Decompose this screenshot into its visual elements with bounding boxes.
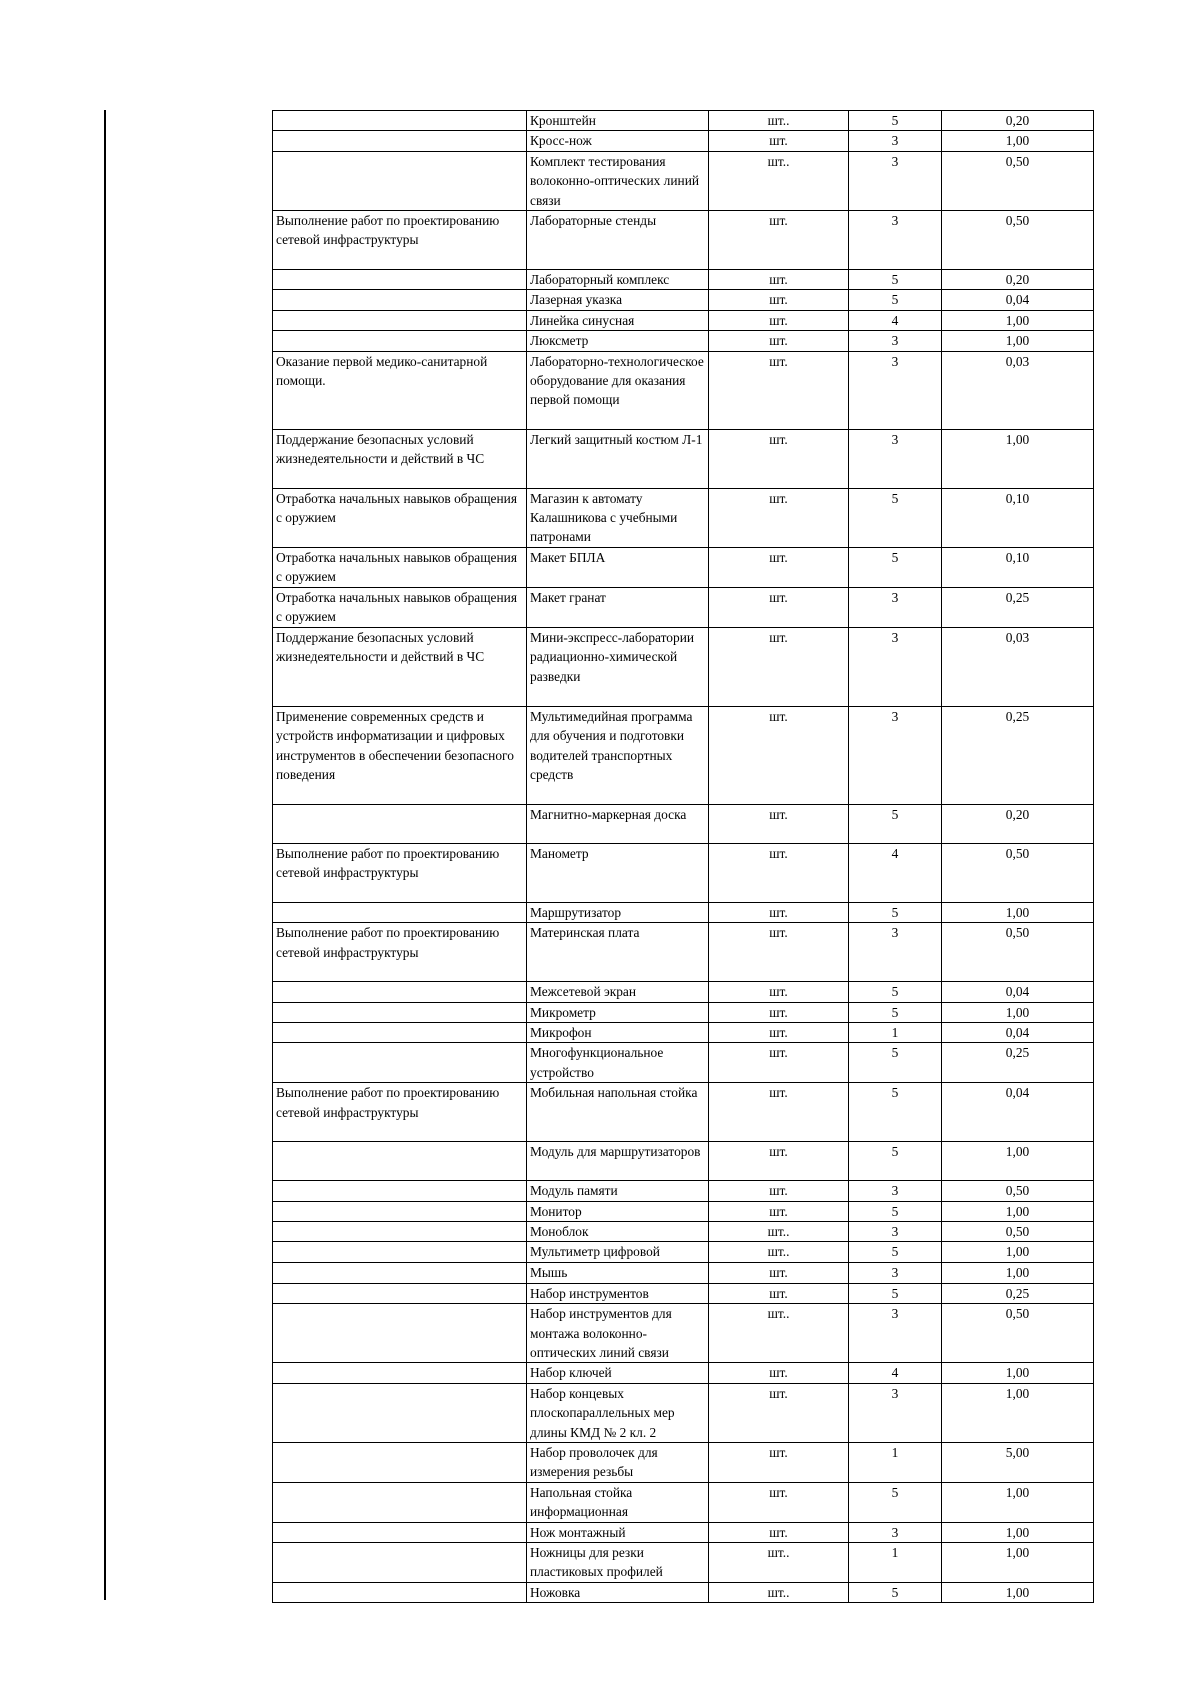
table-row	[273, 706, 1094, 804]
norm-cell: 1,00	[942, 1262, 1094, 1283]
activity-cell	[273, 982, 527, 1002]
unit-cell: шт.	[709, 804, 849, 843]
quantity-cell: 1	[849, 1022, 942, 1042]
table-row	[273, 587, 1094, 627]
quantity-cell: 5	[849, 902, 942, 922]
table-row	[273, 1083, 1094, 1142]
table-row	[273, 547, 1094, 587]
item-cell: Монитор	[527, 1201, 709, 1221]
item-cell: Макет БПЛА	[527, 547, 709, 587]
item-cell: Мини-экспресс-лаборатории радиационно-химической разведки	[527, 627, 709, 706]
activity-cell	[273, 1262, 527, 1283]
activity-cell	[273, 1242, 527, 1262]
quantity-cell: 5	[849, 1142, 942, 1181]
quantity-cell: 3	[849, 1522, 942, 1542]
equipment-table	[272, 110, 1094, 1603]
activity-cell: Отработка начальных навыков обращения с оружием	[273, 488, 527, 547]
unit-cell: шт..	[709, 111, 849, 131]
table-row	[273, 331, 1094, 351]
item-cell: Макет гранат	[527, 587, 709, 627]
activity-cell: Выполнение работ по проектированию сетевой инфраструктуры	[273, 843, 527, 902]
quantity-cell: 5	[849, 1283, 942, 1303]
activity-cell: Поддержание безопасных условий жизнедеятельности и действий в ЧС	[273, 627, 527, 706]
norm-cell: 0,50	[942, 1181, 1094, 1201]
unit-cell: шт.	[709, 706, 849, 804]
item-cell: Ножовка	[527, 1582, 709, 1602]
item-cell: Набор концевых плоскопараллельных мер длины КМД № 2 кл. 2	[527, 1383, 709, 1442]
norm-cell: 1,00	[942, 1142, 1094, 1181]
item-cell: Мобильная напольная стойка	[527, 1083, 709, 1142]
table-row	[273, 1142, 1094, 1181]
item-cell: Комплект тестирования волоконно-оптических линий связи	[527, 151, 709, 210]
activity-cell: Отработка начальных навыков обращения с оружием	[273, 547, 527, 587]
quantity-cell: 5	[849, 1043, 942, 1083]
norm-cell: 0,20	[942, 270, 1094, 290]
unit-cell: шт.	[709, 1181, 849, 1201]
table-row	[273, 1022, 1094, 1042]
item-cell: Мультиметр цифровой	[527, 1242, 709, 1262]
table-row	[273, 1201, 1094, 1221]
table-row	[273, 1522, 1094, 1542]
quantity-cell: 5	[849, 1582, 942, 1602]
norm-cell: 0,50	[942, 151, 1094, 210]
item-cell: Набор ключей	[527, 1363, 709, 1383]
quantity-cell: 5	[849, 270, 942, 290]
norm-cell: 5,00	[942, 1443, 1094, 1483]
quantity-cell: 3	[849, 1262, 942, 1283]
item-cell: Ножницы для резки пластиковых профилей	[527, 1543, 709, 1583]
quantity-cell: 5	[849, 1002, 942, 1022]
quantity-cell: 3	[849, 706, 942, 804]
table-row	[273, 804, 1094, 843]
activity-cell	[273, 1482, 527, 1522]
activity-cell	[273, 270, 527, 290]
norm-cell: 0,50	[942, 1221, 1094, 1241]
table-row	[273, 151, 1094, 210]
activity-cell	[273, 1304, 527, 1363]
activity-cell: Выполнение работ по проектированию сетевой инфраструктуры	[273, 923, 527, 982]
unit-cell: шт.	[709, 1383, 849, 1442]
equipment-table-body	[273, 111, 1094, 1603]
item-cell: Напольная стойка информационная	[527, 1482, 709, 1522]
unit-cell: шт.	[709, 1002, 849, 1022]
activity-cell	[273, 1181, 527, 1201]
norm-cell: 0,03	[942, 627, 1094, 706]
quantity-cell: 5	[849, 1201, 942, 1221]
table-row	[273, 270, 1094, 290]
quantity-cell: 3	[849, 1181, 942, 1201]
quantity-cell: 3	[849, 1304, 942, 1363]
activity-cell: Выполнение работ по проектированию сетевой инфраструктуры	[273, 211, 527, 270]
unit-cell: шт.	[709, 211, 849, 270]
norm-cell: 0,04	[942, 290, 1094, 310]
unit-cell: шт..	[709, 1543, 849, 1583]
activity-cell	[273, 111, 527, 131]
unit-cell: шт.	[709, 843, 849, 902]
table-row	[273, 843, 1094, 902]
activity-cell	[273, 290, 527, 310]
unit-cell: шт.	[709, 1142, 849, 1181]
item-cell: Мышь	[527, 1262, 709, 1283]
quantity-cell: 5	[849, 1242, 942, 1262]
item-cell: Манометр	[527, 843, 709, 902]
unit-cell: шт.	[709, 923, 849, 982]
activity-cell	[273, 804, 527, 843]
table-row	[273, 1221, 1094, 1241]
norm-cell: 0,50	[942, 843, 1094, 902]
table-row	[273, 1242, 1094, 1262]
quantity-cell: 3	[849, 331, 942, 351]
table-row	[273, 1443, 1094, 1483]
item-cell: Магнитно-маркерная доска	[527, 804, 709, 843]
item-cell: Лабораторно-технологическое оборудование для оказания первой помощи	[527, 351, 709, 429]
quantity-cell: 3	[849, 211, 942, 270]
table-row	[273, 923, 1094, 982]
item-cell: Нож монтажный	[527, 1522, 709, 1542]
activity-cell	[273, 1221, 527, 1241]
activity-cell	[273, 131, 527, 151]
unit-cell: шт..	[709, 1221, 849, 1241]
table-row	[273, 1304, 1094, 1363]
item-cell: Модуль для маршрутизаторов	[527, 1142, 709, 1181]
item-cell: Мультимедийная программа для обучения и подготовки водителей транспортных средств	[527, 706, 709, 804]
unit-cell: шт..	[709, 1242, 849, 1262]
activity-cell	[273, 310, 527, 330]
table-row	[273, 1383, 1094, 1442]
norm-cell: 0,20	[942, 111, 1094, 131]
norm-cell: 0,04	[942, 1022, 1094, 1042]
activity-cell	[273, 1022, 527, 1042]
norm-cell: 1,00	[942, 1482, 1094, 1522]
item-cell: Лабораторные стенды	[527, 211, 709, 270]
quantity-cell: 3	[849, 1383, 942, 1442]
item-cell: Легкий защитный костюм Л-1	[527, 429, 709, 488]
table-row	[273, 211, 1094, 270]
norm-cell: 0,04	[942, 982, 1094, 1002]
activity-cell	[273, 1283, 527, 1303]
norm-cell: 1,00	[942, 1201, 1094, 1221]
unit-cell: шт.	[709, 1083, 849, 1142]
item-cell: Набор инструментов	[527, 1283, 709, 1303]
activity-cell	[273, 1543, 527, 1583]
quantity-cell: 3	[849, 131, 942, 151]
unit-cell: шт.	[709, 1022, 849, 1042]
table-row	[273, 1582, 1094, 1602]
table-row	[273, 1262, 1094, 1283]
item-cell: Моноблок	[527, 1221, 709, 1241]
unit-cell: шт.	[709, 1363, 849, 1383]
unit-cell: шт.	[709, 1043, 849, 1083]
norm-cell: 1,00	[942, 1002, 1094, 1022]
unit-cell: шт.	[709, 310, 849, 330]
quantity-cell: 5	[849, 982, 942, 1002]
unit-cell: шт.	[709, 270, 849, 290]
unit-cell: шт.	[709, 627, 849, 706]
unit-cell: шт.	[709, 982, 849, 1002]
activity-cell	[273, 1383, 527, 1442]
norm-cell: 0,10	[942, 547, 1094, 587]
unit-cell: шт.	[709, 429, 849, 488]
item-cell: Кросс-нож	[527, 131, 709, 151]
unit-cell: шт.	[709, 1482, 849, 1522]
unit-cell: шт.	[709, 1443, 849, 1483]
norm-cell: 1,00	[942, 1522, 1094, 1542]
table-row	[273, 131, 1094, 151]
activity-cell	[273, 1363, 527, 1383]
norm-cell: 1,00	[942, 902, 1094, 922]
item-cell: Магазин к автомату Калашникова с учебными патронами	[527, 488, 709, 547]
quantity-cell: 1	[849, 1443, 942, 1483]
table-row	[273, 429, 1094, 488]
item-cell: Модуль памяти	[527, 1181, 709, 1201]
table-row	[273, 1043, 1094, 1083]
unit-cell: шт.	[709, 1522, 849, 1542]
item-cell: Линейка синусная	[527, 310, 709, 330]
table-row	[273, 290, 1094, 310]
quantity-cell: 3	[849, 151, 942, 210]
norm-cell: 0,03	[942, 351, 1094, 429]
norm-cell: 1,00	[942, 1242, 1094, 1262]
table-row	[273, 310, 1094, 330]
activity-cell	[273, 1142, 527, 1181]
unit-cell: шт.	[709, 331, 849, 351]
norm-cell: 0,04	[942, 1083, 1094, 1142]
item-cell: Материнская плата	[527, 923, 709, 982]
unit-cell: шт.	[709, 351, 849, 429]
norm-cell: 1,00	[942, 1543, 1094, 1583]
margin-rule	[104, 110, 106, 1600]
norm-cell: 0,50	[942, 211, 1094, 270]
unit-cell: шт..	[709, 1304, 849, 1363]
unit-cell: шт.	[709, 1201, 849, 1221]
quantity-cell: 3	[849, 627, 942, 706]
quantity-cell: 5	[849, 804, 942, 843]
quantity-cell: 3	[849, 1221, 942, 1241]
item-cell: Микрофон	[527, 1022, 709, 1042]
activity-cell	[273, 1443, 527, 1483]
unit-cell: шт.	[709, 290, 849, 310]
table-row	[273, 1002, 1094, 1022]
quantity-cell: 5	[849, 111, 942, 131]
item-cell: Многофункциональное устройство	[527, 1043, 709, 1083]
table-row	[273, 351, 1094, 429]
unit-cell: шт.	[709, 1262, 849, 1283]
activity-cell	[273, 902, 527, 922]
activity-cell: Применение современных средств и устройств информатизации и цифровых инструментов в обеспечении безопасного поведения	[273, 706, 527, 804]
quantity-cell: 5	[849, 488, 942, 547]
table-row	[273, 1181, 1094, 1201]
activity-cell	[273, 1002, 527, 1022]
item-cell: Маршрутизатор	[527, 902, 709, 922]
item-cell: Люксметр	[527, 331, 709, 351]
item-cell: Лазерная указка	[527, 290, 709, 310]
unit-cell: шт..	[709, 1582, 849, 1602]
unit-cell: шт..	[709, 151, 849, 210]
norm-cell: 0,25	[942, 706, 1094, 804]
quantity-cell: 3	[849, 351, 942, 429]
quantity-cell: 4	[849, 310, 942, 330]
activity-cell: Оказание первой медико-санитарной помощи.	[273, 351, 527, 429]
quantity-cell: 5	[849, 1482, 942, 1522]
activity-cell	[273, 1043, 527, 1083]
norm-cell: 0,25	[942, 1283, 1094, 1303]
norm-cell: 0,25	[942, 1043, 1094, 1083]
norm-cell: 1,00	[942, 310, 1094, 330]
unit-cell: шт.	[709, 547, 849, 587]
item-cell: Межсетевой экран	[527, 982, 709, 1002]
activity-cell	[273, 151, 527, 210]
table-row	[273, 488, 1094, 547]
quantity-cell: 5	[849, 547, 942, 587]
norm-cell: 0,10	[942, 488, 1094, 547]
activity-cell: Отработка начальных навыков обращения с оружием	[273, 587, 527, 627]
table-row	[273, 1363, 1094, 1383]
quantity-cell: 4	[849, 1363, 942, 1383]
quantity-cell: 3	[849, 429, 942, 488]
table-row	[273, 1543, 1094, 1583]
table-row	[273, 111, 1094, 131]
quantity-cell: 5	[849, 1083, 942, 1142]
norm-cell: 0,50	[942, 923, 1094, 982]
unit-cell: шт.	[709, 587, 849, 627]
norm-cell: 1,00	[942, 429, 1094, 488]
quantity-cell: 3	[849, 923, 942, 982]
table-row	[273, 627, 1094, 706]
quantity-cell: 3	[849, 587, 942, 627]
activity-cell	[273, 1201, 527, 1221]
table-row	[273, 1283, 1094, 1303]
item-cell: Лабораторный комплекс	[527, 270, 709, 290]
activity-cell	[273, 331, 527, 351]
table-row	[273, 902, 1094, 922]
norm-cell: 1,00	[942, 1383, 1094, 1442]
item-cell: Набор проволочек для измерения резьбы	[527, 1443, 709, 1483]
norm-cell: 0,50	[942, 1304, 1094, 1363]
quantity-cell: 1	[849, 1543, 942, 1583]
item-cell: Кронштейн	[527, 111, 709, 131]
unit-cell: шт.	[709, 131, 849, 151]
quantity-cell: 5	[849, 290, 942, 310]
activity-cell: Поддержание безопасных условий жизнедеятельности и действий в ЧС	[273, 429, 527, 488]
norm-cell: 0,25	[942, 587, 1094, 627]
table-row	[273, 982, 1094, 1002]
unit-cell: шт.	[709, 902, 849, 922]
item-cell: Набор инструментов для монтажа волоконно-оптических линий связи	[527, 1304, 709, 1363]
unit-cell: шт.	[709, 488, 849, 547]
norm-cell: 1,00	[942, 1363, 1094, 1383]
norm-cell: 1,00	[942, 1582, 1094, 1602]
unit-cell: шт.	[709, 1283, 849, 1303]
activity-cell	[273, 1582, 527, 1602]
activity-cell: Выполнение работ по проектированию сетевой инфраструктуры	[273, 1083, 527, 1142]
table-row	[273, 1482, 1094, 1522]
norm-cell: 0,20	[942, 804, 1094, 843]
quantity-cell: 4	[849, 843, 942, 902]
norm-cell: 1,00	[942, 331, 1094, 351]
activity-cell	[273, 1522, 527, 1542]
item-cell: Микрометр	[527, 1002, 709, 1022]
norm-cell: 1,00	[942, 131, 1094, 151]
